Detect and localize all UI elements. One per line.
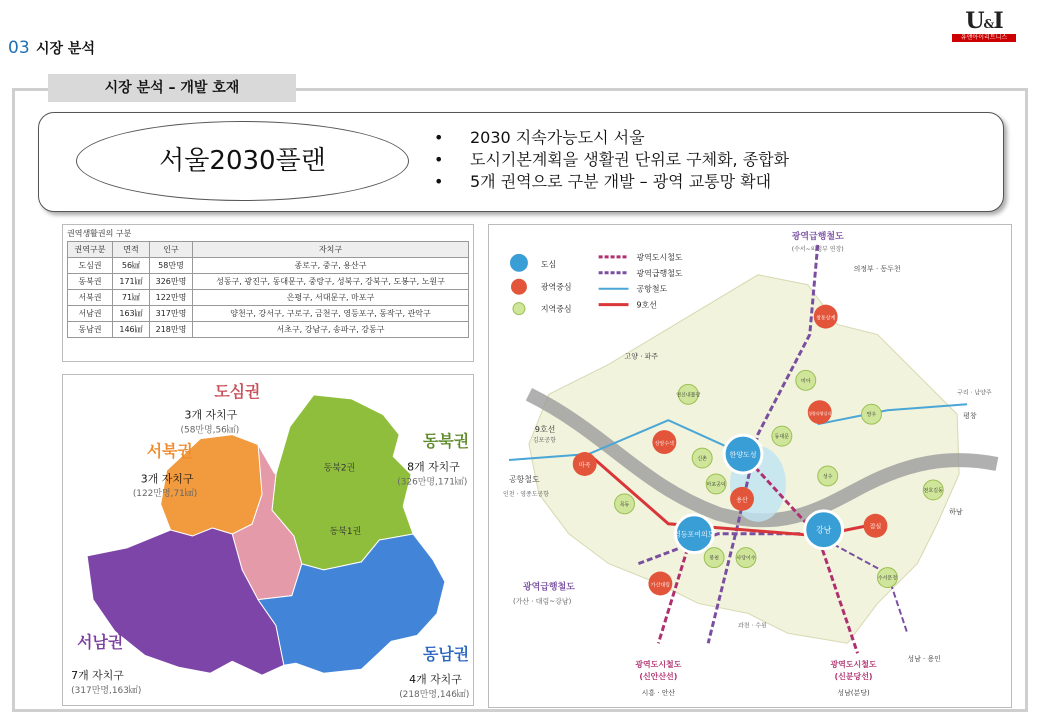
map-label: 시흥 · 안산 [641,689,676,698]
legend-label: 9호선 [636,300,657,310]
local-center-label: 성수 [822,473,833,480]
table-header: 권역구분 [68,242,113,258]
table-row [68,306,469,322]
region-name: 서남권 [77,632,124,652]
table-cell: 서북권 [68,290,113,306]
map-label: 공항철도 [509,474,540,484]
local-center-label: 미아 [800,378,811,385]
regional-center-label: 상암수색 [654,441,674,448]
region-name: 서북권 [146,441,193,461]
section-title: 시장 분석 [36,41,95,57]
plan-bullet: • 도시기본계획을 생활권 단위로 구체화, 종합화 [430,149,789,171]
map-label: 광역도시철도 [635,660,682,670]
map-label: 광역도시철도 [830,660,877,670]
regional-center-label: 창동상계 [816,315,836,322]
table-caption: 권역생활권의 구분 [67,229,132,238]
logo-subtext: 유앤아이리트니스 [952,34,1016,42]
local-center-label: 사당이수 [736,555,756,562]
table-cell: 71㎢ [113,290,150,306]
local-center-label: 망우 [866,412,877,419]
logo: U&I 유앤아이리트니스 [952,8,1016,42]
map-label: 성남 · 용인 [907,655,941,664]
region-count: 4개 자치구 [409,673,462,687]
table-cell: 종로구, 중구, 용산구 [193,258,469,274]
map-label: 고양 · 파주 [624,352,659,361]
table-cell: 317만명 [150,306,193,322]
table-cell: 도심권 [68,258,113,274]
table-cell: 동북권 [68,274,113,290]
table-cell: 56㎢ [113,258,150,274]
table-cell: 171㎢ [113,274,150,290]
legend-label: 광역도시철도 [636,252,683,262]
regional-center-label: 청량리왕십리 [808,411,832,417]
hub-label: 강남 [816,525,832,535]
regional-center-label: 잠실 [869,523,882,531]
table-cell: 163㎢ [113,306,150,322]
region-count: 3개 자치구 [140,472,194,486]
table-cell: 218만명 [150,322,193,338]
map-label: 광역급행철도 [522,582,575,593]
map-label: (수서~의정부 연장) [791,245,844,253]
subregion-label: 동북1권 [329,527,362,538]
legend-local-icon [513,303,525,315]
map-label: 과천 · 수원 [738,622,767,630]
map-label: 하남 [949,507,963,516]
plan-title: 서울2030플랜 [159,146,326,176]
map-label: (신안산선) [639,672,678,682]
hub-label: 영등포여의도 [674,530,715,539]
region-detail: (218만명,146㎢) [399,690,470,701]
district-map [62,374,474,706]
region-table-panel [62,224,474,362]
region-name: 동북권 [423,431,470,451]
table-cell: 서초구, 강남구, 송파구, 강동구 [193,322,469,338]
table-cell: 은평구, 서대문구, 마포구 [193,290,469,306]
region-detail: (326만명,171㎢) [397,477,468,488]
map-label: 평창 [963,412,977,421]
legend-label: 광역급행철도 [636,268,683,278]
table-header: 자치구 [193,242,469,258]
map-label: (신분당선) [834,672,873,682]
legend-center-icon [509,253,529,273]
region-count: 3개 자치구 [184,408,238,422]
table-row [68,290,469,306]
regional-center-label: 가산대림 [650,582,670,589]
region-name: 동남권 [423,644,470,664]
table-cell: 양천구, 강서구, 구로구, 금천구, 영등포구, 동작구, 관악구 [193,306,469,322]
local-center-label: 수서문정 [877,575,898,582]
table-header: 인구 [150,242,193,258]
region-detail: (58만명,56㎢) [180,425,240,436]
local-center-label: 연신내불광 [676,392,701,399]
section-number: 03 [8,38,30,58]
legend-label: 광역중심 [540,282,572,292]
transit-plan-map [488,224,1012,708]
plan-bullets [430,127,789,193]
table-cell: 서남권 [68,306,113,322]
subsection-tab: 시장 분석 – 개발 호재 [48,74,296,102]
map-label: 인천 · 영종도공항 [503,490,550,498]
local-center-label: 신촌 [697,456,708,463]
region-table [67,241,469,338]
local-center-label: 마포공덕 [706,481,726,488]
table-cell: 146㎢ [113,322,150,338]
region-detail: (122만명,71㎢) [132,489,198,500]
region-detail: (317만명,163㎢) [71,686,142,697]
regional-center-label: 마곡 [578,461,591,469]
table-row [68,322,469,338]
map-label: 9호선 [534,425,556,435]
legend-regional-icon [511,279,527,295]
table-cell: 58만명 [150,258,193,274]
legend-label: 도심 [540,259,557,269]
table-cell: 성동구, 광진구, 동대문구, 중랑구, 성북구, 강북구, 도봉구, 노원구 [193,274,469,290]
plan-bullet: • 5개 권역으로 구분 개발 – 광역 교통망 확대 [430,171,789,193]
table-cell: 동남권 [68,322,113,338]
table-cell: 122만명 [150,290,193,306]
plan-bullet: • 2030 지속가능도시 서울 [430,127,789,149]
region-count: 8개 자치구 [407,460,460,474]
subregion-label: 동북2권 [323,463,356,474]
legend-label: 공항철도 [636,284,668,294]
map-label: 의정부 · 동두천 [853,264,901,273]
regional-center-label: 용산 [736,496,748,504]
map-label: 성남(분당) [837,689,870,698]
local-center-label: 봉천 [709,555,719,562]
map-label: 구리 · 남양주 [957,389,992,397]
region-name: 도심권 [214,381,261,401]
map-label: (가산 · 대림~강남) [512,597,572,606]
table-cell: 326만명 [150,274,193,290]
table-header: 면적 [113,242,150,258]
hub-label: 한양도성 [729,451,757,460]
local-center-label: 목동 [619,501,630,508]
legend-label: 지역중심 [540,304,572,314]
local-center-label: 동대문 [774,434,790,441]
map-label-top-line: 광역급행철도 [791,231,844,242]
local-center-label: 천호길동 [923,487,943,494]
table-row [68,274,469,290]
region-count: 7개 자치구 [71,669,124,683]
table-row [68,258,469,274]
map-label: 김포공항 [532,437,556,445]
